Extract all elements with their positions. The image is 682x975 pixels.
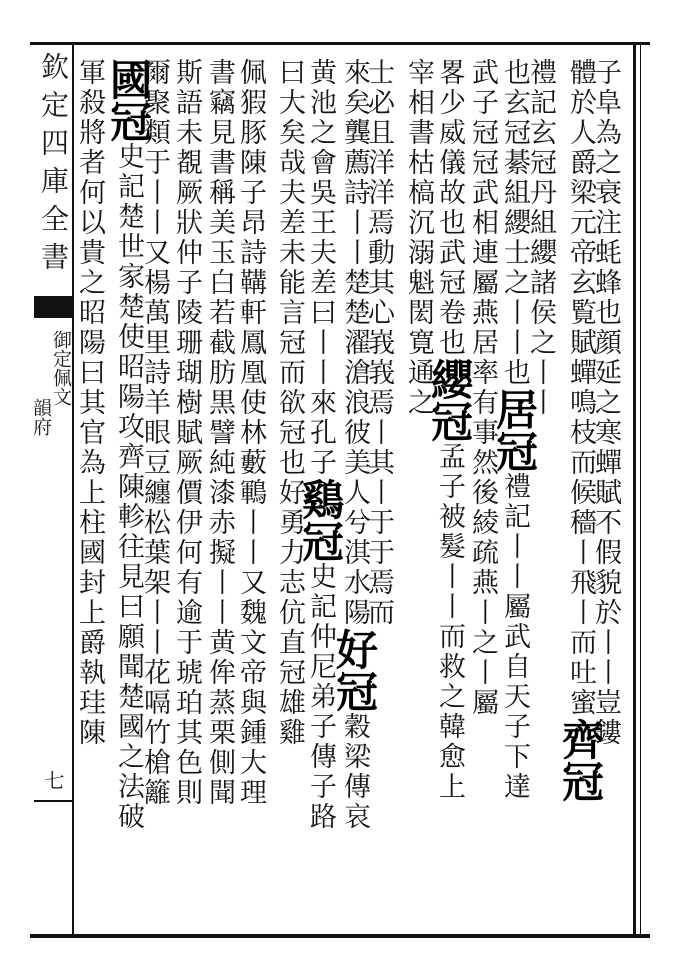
column-text: 佩猳豚陳子昂詩鞲軒鳳凰使林藪鶤丨丨又魏文帝與鍾大理 bbox=[235, 58, 266, 808]
column-text: 子阜為之衰注蚝蜂也顔延之寒蟬賦不假貌於丨丨豈鏤 bbox=[590, 58, 621, 748]
text-column bbox=[266, 58, 312, 748]
column-text: 宰相書枯槁沉溺魁閎寛通之 bbox=[403, 58, 434, 418]
frame-right-rule bbox=[633, 42, 636, 937]
text-column bbox=[204, 58, 234, 808]
frame-top-rule bbox=[30, 42, 650, 45]
entry-headword: 鷄冠 bbox=[296, 478, 345, 562]
column-text: 穀梁傳哀 bbox=[339, 712, 370, 832]
entry-headword: 國冠 bbox=[104, 58, 153, 142]
text-column bbox=[395, 58, 441, 418]
book-subtitle-line2: 韻府 bbox=[30, 398, 52, 436]
fishtail-mark bbox=[34, 296, 72, 318]
text-column bbox=[235, 58, 265, 808]
text-column bbox=[74, 58, 104, 748]
entry-headword: 好冠 bbox=[330, 628, 379, 712]
entry-headword: 居冠 bbox=[490, 388, 539, 472]
column-text: 禮記丨丨屬武自天子下達 bbox=[499, 472, 530, 802]
column-text: 有事然後綾疏燕丨之丨屬 bbox=[467, 388, 498, 718]
column-text: 史記仲尼弟子傳子路 bbox=[305, 562, 336, 832]
column-text: 史記楚世家楚使昭陽攻齊陳軫往見曰願聞楚國之法破 bbox=[113, 142, 144, 832]
column-text: 孟子被髮丨丨而救之韓愈上 bbox=[434, 442, 465, 802]
column-text: 武子冠冠武相連屬燕居率 bbox=[467, 58, 498, 388]
column-text: 來矣龔薦詩丨丨楚楚濯滄浪彼美人兮淇水陽 bbox=[339, 58, 370, 628]
column-text: 軍殺將者何以貴之昭陽曰其官為上柱國封上爵執珪陳 bbox=[74, 58, 105, 748]
column-text: 曰大矣哉夫差未能言冠而欲冠也 bbox=[274, 58, 305, 478]
column-text: 也玄冠綦組纓士之丨丨也 bbox=[499, 58, 530, 388]
text-column bbox=[171, 58, 201, 808]
column-text: 體於人爵梁元帝玄覧賦蟬鳴枝而候穡丨飛丨而吐蜜 bbox=[565, 58, 596, 718]
frame-bottom-rule bbox=[30, 934, 650, 938]
page-number: 七 bbox=[41, 770, 65, 790]
column-text: 畧少威儀故也武冠卷也 bbox=[434, 58, 465, 358]
text-column bbox=[105, 58, 151, 832]
column-text: 爾聚類于丨丨又楊萬里詩羊眼豆纏松葉架丨丨花嗝竹槍籬 bbox=[139, 58, 170, 808]
column-text: 士必且洋洋焉動其心峩峩焉丨其丨于于焉而 bbox=[363, 58, 394, 628]
column-text: 黄池之會吳王夫差曰丨丨來孔子 bbox=[305, 58, 336, 478]
book-title: 欽定四庫全書 bbox=[37, 52, 70, 280]
page-number-rule bbox=[34, 800, 72, 802]
text-column bbox=[557, 58, 603, 802]
entry-headword: 纓冠 bbox=[425, 358, 474, 442]
column-text: 斯語未覩厥狀仲子陵珊瑚樹賦厥價伊何有逾于琥珀其色則 bbox=[171, 58, 202, 808]
book-subtitle-line1: 御定佩文 bbox=[50, 330, 72, 406]
column-text: 禮記玄冠丹組纓諸侯之丨丨 bbox=[525, 58, 556, 418]
frame-right-outer-rule bbox=[640, 42, 641, 937]
column-text: 書竊見書稱美玉白若截肪黒譬純漆赤擬丨丨黄侔蒸栗側聞 bbox=[204, 58, 235, 808]
entry-headword: 齊冠 bbox=[556, 718, 605, 802]
column-text: 好勇力志伉直冠雄雞 bbox=[274, 478, 305, 748]
